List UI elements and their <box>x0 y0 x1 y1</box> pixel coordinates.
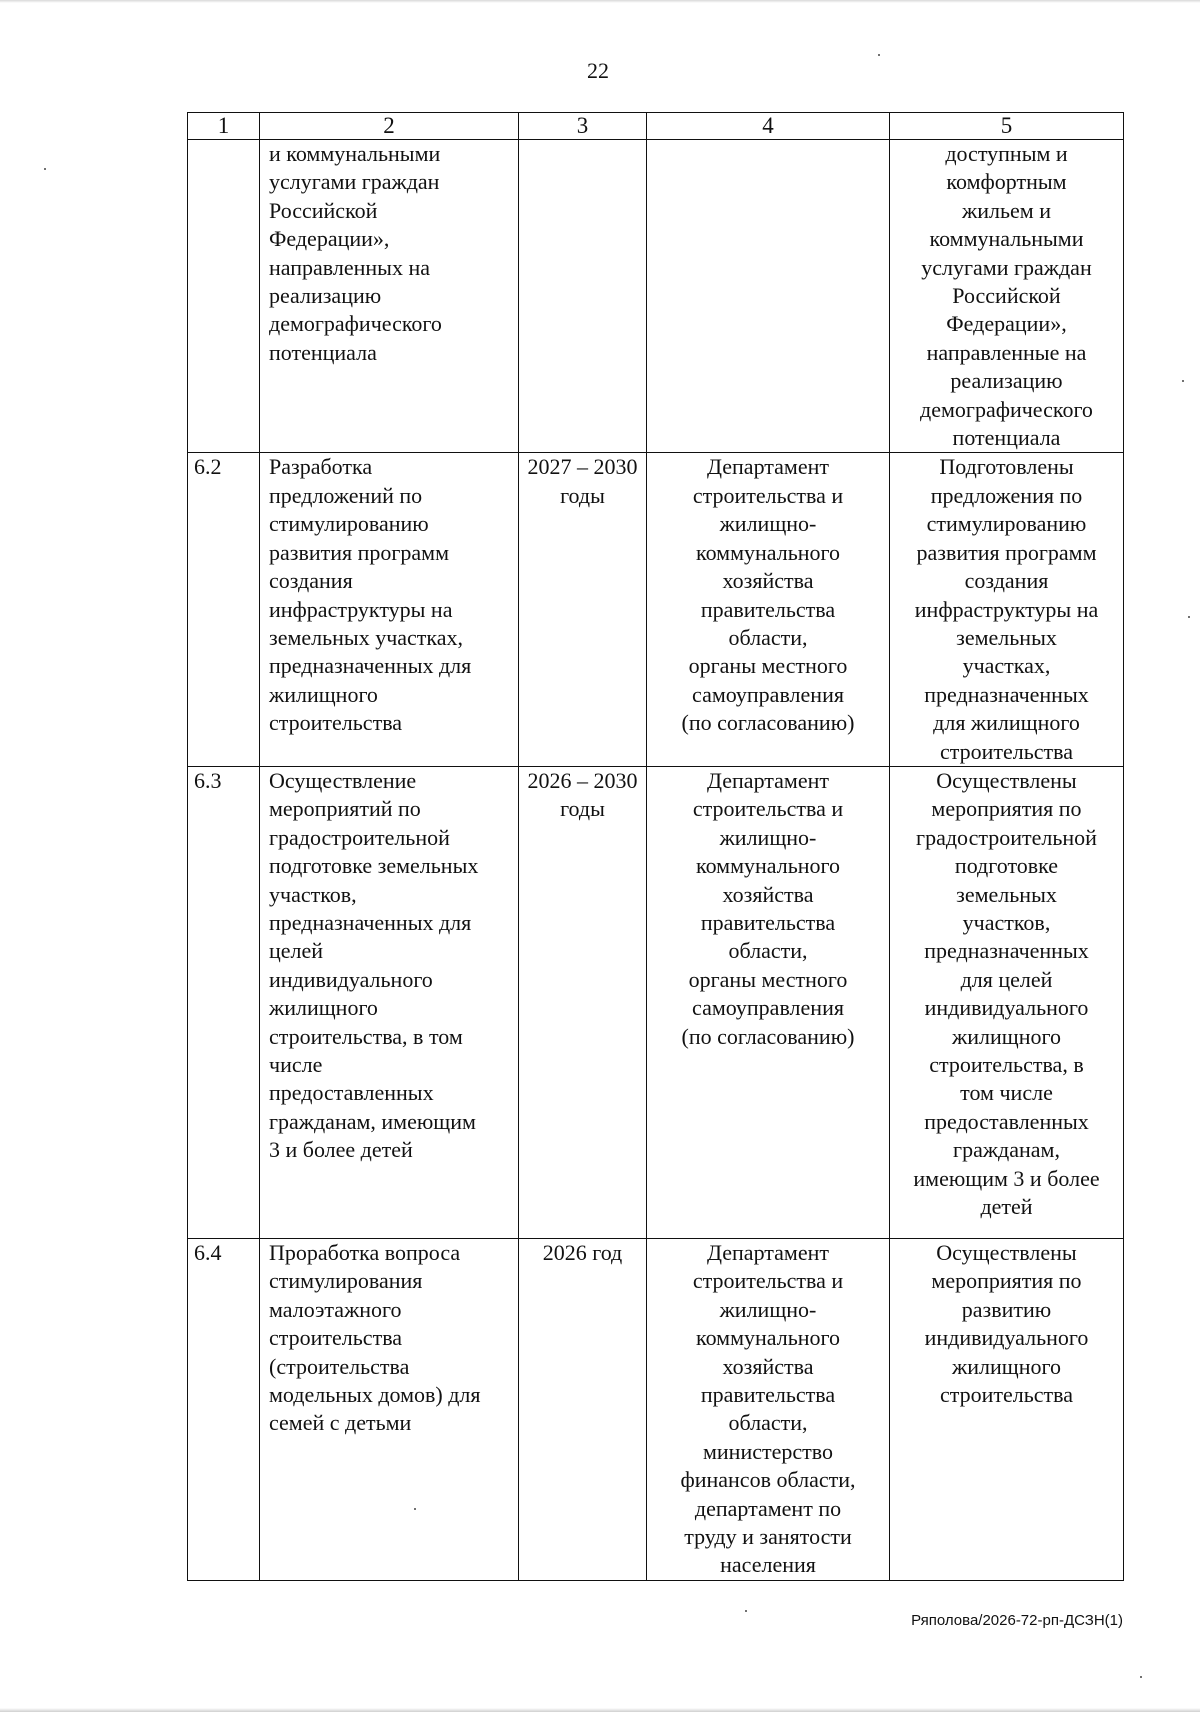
scan-speck <box>745 1610 747 1612</box>
scan-edge-top <box>0 0 1200 3</box>
table-row <box>188 453 1124 766</box>
measure-name: и коммунальными услугами граждан Российской Федерации», направленных на реализацию демографического потенциала <box>260 140 519 453</box>
row-number: 6.3 <box>188 766 260 1238</box>
expected-result: Осуществлены мероприятия по развитию индивидуального жилищного строительства <box>890 1238 1124 1580</box>
table-row <box>188 766 1124 1238</box>
column-header-3: 3 <box>519 113 647 140</box>
measure-name: Осуществление мероприятий по градостроительной подготовке земельных участков, предназначенных для целей индивидуального жилищного строительства, в том числе предоставленных гражданам, имеющим 3 и более детей <box>260 766 519 1238</box>
implementation-term: 2026 год <box>519 1238 647 1580</box>
scan-speck <box>414 1508 416 1510</box>
row-number: 6.2 <box>188 453 260 766</box>
row-number: 6.4 <box>188 1238 260 1580</box>
row-number <box>188 140 260 453</box>
page-number: 22 <box>587 58 609 83</box>
scan-edge-bottom <box>0 1708 1200 1712</box>
scan-speck <box>1140 1676 1142 1678</box>
expected-result: доступным и комфортным жильем и коммунальными услугами граждан Российской Федерации», направленные на реализацию демографического потенциала <box>890 140 1124 453</box>
scan-speck <box>1188 616 1190 618</box>
document-registration-code: Ряполова/2026-72-рп-ДСЗН(1) <box>911 1612 1123 1629</box>
responsible-executor: Департамент строительства и жилищно- коммунального хозяйства правительства области, органы местного самоуправления (по согласованию) <box>647 453 890 766</box>
responsible-executor: Департамент строительства и жилищно- коммунального хозяйства правительства области, министерство финансов области, департамент по труду и занятости населения <box>647 1238 890 1580</box>
scan-speck <box>1182 380 1184 382</box>
column-header-5: 5 <box>890 113 1124 140</box>
column-header-2: 2 <box>260 113 519 140</box>
implementation-term <box>519 140 647 453</box>
implementation-term: 2027 – 2030 годы <box>519 453 647 766</box>
column-header-1: 1 <box>188 113 260 140</box>
table-row <box>188 140 1124 453</box>
measure-name: Проработка вопроса стимулирования малоэтажного строительства (строительства модельных домов) для семей с детьми <box>260 1238 519 1580</box>
scan-speck <box>878 54 880 56</box>
expected-result: Подготовлены предложения по стимулированию развития программ создания инфраструктуры на земельных участках, предназначенных для жилищного строительства <box>890 453 1124 766</box>
table-header-row <box>188 113 1124 140</box>
expected-result: Осуществлены мероприятия по градостроительной подготовке земельных участков, предназначенных для целей индивидуального жилищного строительства, в том числе предоставленных гражданам, имеющим 3 и более детей <box>890 766 1124 1238</box>
column-header-4: 4 <box>647 113 890 140</box>
scan-speck <box>44 168 46 170</box>
responsible-executor: Департамент строительства и жилищно- коммунального хозяйства правительства области, органы местного самоуправления (по согласованию) <box>647 766 890 1238</box>
responsible-executor <box>647 140 890 453</box>
measures-table <box>187 112 1124 1581</box>
implementation-term: 2026 – 2030 годы <box>519 766 647 1238</box>
table-row <box>188 1238 1124 1580</box>
measure-name: Разработка предложений по стимулированию развития программ создания инфраструктуры на земельных участках, предназначенных для жилищного строительства <box>260 453 519 766</box>
